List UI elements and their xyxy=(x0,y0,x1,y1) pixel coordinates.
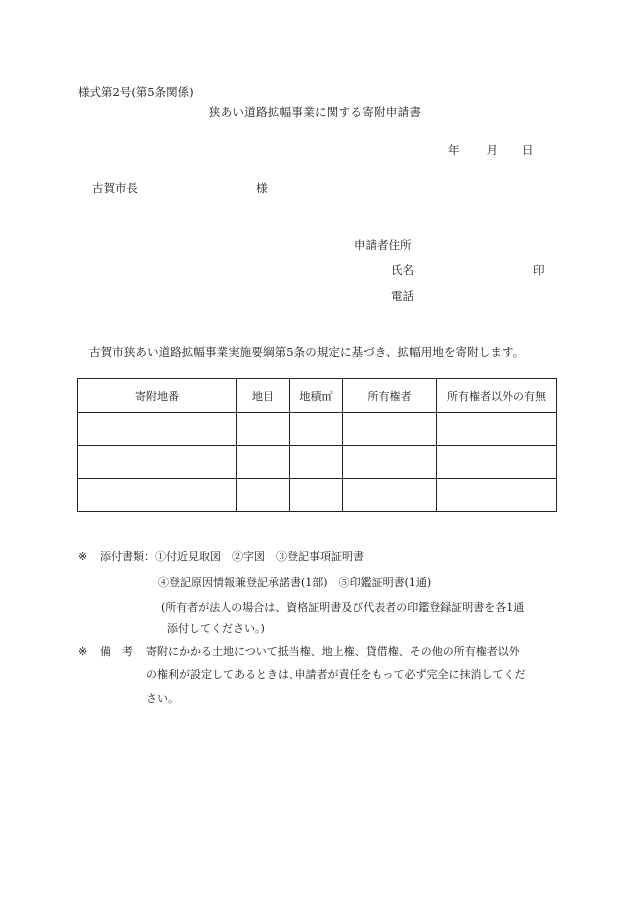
note-mark: ※ xyxy=(78,645,88,658)
date-day-label: 日 xyxy=(522,143,534,157)
column-header-owner: 所有権者 xyxy=(343,379,437,413)
table-cell[interactable] xyxy=(78,479,237,512)
date-year-label: 年 xyxy=(448,143,460,157)
table-header-row xyxy=(78,379,557,413)
remarks-line-2: の権利が設定してあるときは､申請者が責任をもって必ず完全に抹消してくだ xyxy=(146,668,526,681)
seal-label: 印 xyxy=(533,263,545,277)
remarks-line-1: 寄附にかかる土地について抵当権、地上権、貸借権、その他の所有権者以外 xyxy=(146,645,520,658)
date-row xyxy=(448,142,534,158)
attachments-line-2: ④登記原因情報兼登記承諾書(1部) ⑤印鑑証明書(1通) xyxy=(158,576,432,589)
column-header-lot-number: 寄附地番 xyxy=(78,379,237,413)
remarks-note xyxy=(78,643,520,659)
table-cell[interactable] xyxy=(237,446,290,479)
table-cell[interactable] xyxy=(343,446,437,479)
attachments-note xyxy=(78,548,364,564)
form-number: 様式第2号(第5条関係) xyxy=(78,85,194,99)
table-cell[interactable] xyxy=(290,446,343,479)
table-cell[interactable] xyxy=(78,413,237,446)
table-cell[interactable] xyxy=(437,413,557,446)
attachments-line-3: (所有者が法人の場合は、資格証明書及び代表者の印鑑登録証明書を各1通 xyxy=(161,601,525,614)
remarks-label: 備 考 xyxy=(100,645,133,658)
donation-statement: 古賀市狭あい道路拡幅事業実施要綱第5条の規定に基づき、拡幅用地を寄附します。 xyxy=(89,345,525,359)
addressee-name: 古賀市長 xyxy=(92,181,138,195)
table-row xyxy=(78,446,557,479)
attachments-line-1: ①付近見取図 ②字図 ③登記事項証明書 xyxy=(155,550,364,563)
column-header-other-rights: 所有権者以外の有無 xyxy=(437,379,557,413)
donation-land-table xyxy=(77,378,557,512)
date-month-label: 月 xyxy=(486,143,498,157)
applicant-address-label: 申請者住所 xyxy=(354,238,412,252)
column-header-land-category: 地目 xyxy=(237,379,290,413)
applicant-phone-label: 電話 xyxy=(391,289,414,303)
table-cell[interactable] xyxy=(437,479,557,512)
table-cell[interactable] xyxy=(343,413,437,446)
page-title: 狭あい道路拡幅事業に関する寄附申請書 xyxy=(208,105,422,119)
table-cell[interactable] xyxy=(343,479,437,512)
attachments-label: 添付書類： xyxy=(100,550,155,563)
applicant-name-label: 氏名 xyxy=(391,263,414,277)
attachments-line-4: 添付してください。) xyxy=(167,622,265,635)
table-cell[interactable] xyxy=(237,413,290,446)
table-row xyxy=(78,413,557,446)
table-cell[interactable] xyxy=(78,446,237,479)
addressee-honorific: 様 xyxy=(256,181,268,195)
table-cell[interactable] xyxy=(290,479,343,512)
column-header-area: 地積㎡ xyxy=(290,379,343,413)
remarks-line-3: さい。 xyxy=(146,692,179,705)
table-row xyxy=(78,479,557,512)
table-cell[interactable] xyxy=(437,446,557,479)
addressee xyxy=(92,180,268,196)
note-mark: ※ xyxy=(78,550,88,563)
table-cell[interactable] xyxy=(290,413,343,446)
table-cell[interactable] xyxy=(237,479,290,512)
